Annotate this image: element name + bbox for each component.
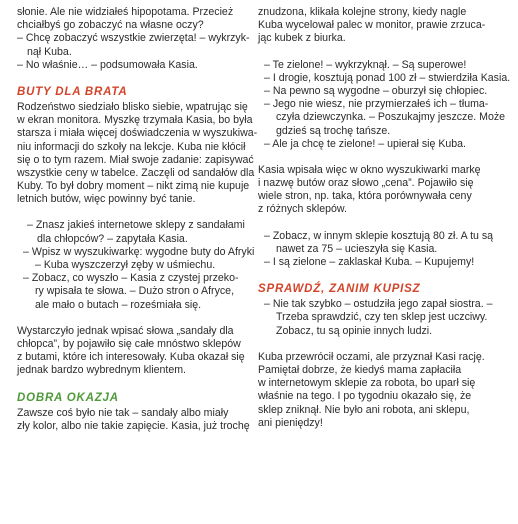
text-line: Rodzeństwo siedziało blisko siebie, wpatrując się xyxy=(17,100,248,113)
left-block-4 xyxy=(17,325,259,378)
text-line: się o to tym razem. Miał swoje zadanie: zapisywać xyxy=(17,153,254,166)
right-block-3 xyxy=(258,164,500,217)
spacer xyxy=(258,217,500,230)
section-heading-sprawdz-zanim-kupisz: SPRAWDŹ, ZANIM KUPISZ xyxy=(258,283,421,296)
text-line: nawet za 75 – ucieszyła się Kasia. xyxy=(276,242,438,255)
text-line: – Nie tak szybko – ostudziła jego zapał siostra. – xyxy=(264,298,493,311)
text-line: ry wpisała te słowa. – Dużo stron o Afryce, xyxy=(35,285,235,298)
text-line: – Kuba wyszczerzył zęby w uśmiechu. xyxy=(35,259,216,271)
text-line: w ekran monitora. Myszkę trzymała Kasia, bo była xyxy=(17,114,253,127)
text-line: – No właśnie… – podsumowała Kasia. xyxy=(17,58,198,71)
text-line: – Ale ja chcę te zielone! – upierał się Kuba. xyxy=(264,137,466,150)
text-line: jąc kubek z biurka. xyxy=(258,32,346,45)
text-line: czyła dziewczynka. – Poszukajmy jeszcze. Może xyxy=(276,111,506,124)
text-line: i nazwę butów oraz słowo „cena”. Pojawiło się xyxy=(258,177,474,190)
text-line: Trzeba sprawdzić, czy ten sklep jest uczciwy. xyxy=(276,311,488,324)
left-block-1 xyxy=(17,6,259,72)
left-column xyxy=(17,0,259,433)
text-line: sklep zniknął. Nie było ani robota, ani sklepu, xyxy=(258,403,470,416)
text-line: Wystarczyło jednak wpisać słowa „sandały dla xyxy=(17,324,234,337)
text-line: właśnie na tego. I po tygodniu okazało się, że xyxy=(258,390,472,403)
left-block-5 xyxy=(17,407,259,433)
text-line: słonie. Ale nie widziałeś hipopotama. Przecież xyxy=(17,6,234,18)
spacer xyxy=(17,378,259,391)
text-line: niu informacji do szkoły na lekcje. Kuba nie kłócił xyxy=(17,140,246,153)
text-line: starsza i miała więcej doświadczenia w wyszukiwa- xyxy=(17,127,258,140)
text-line: – Na pewno są wygodne – oburzył się chłopiec. xyxy=(264,84,488,97)
text-line: – Jego nie wiesz, nie przymierzałeś ich – tłuma- xyxy=(264,98,489,111)
right-block-6 xyxy=(258,351,500,430)
text-line: – Zobacz, w innym sklepie kosztują 80 zł. A tu są xyxy=(264,229,494,242)
right-block-4 xyxy=(258,230,500,270)
spacer xyxy=(258,269,500,282)
text-line: – Wpisz w wyszukiwarkę: wygodne buty do Afryki xyxy=(23,245,255,258)
text-line: – Znasz jakieś internetowe sklepy z sandałami xyxy=(27,219,245,232)
spacer xyxy=(17,312,259,325)
text-line: wiele stron, np. taka, która porównywała ceny xyxy=(258,190,472,203)
text-line: – I są zielone – zaklaskał Kuba. – Kupujemy! xyxy=(264,256,475,268)
right-block-5 xyxy=(258,298,500,338)
text-line: Kuby. To był dobry moment – nikt zimą nie kupuje xyxy=(17,180,250,193)
text-line: jednak bardzo wybrednym klientem. xyxy=(17,364,186,377)
text-line: ani pieniędzy! xyxy=(258,416,323,429)
text-line: Kuba wycelował palec w monitor, prawie zrzuca- xyxy=(258,19,486,32)
text-line: Pamiętał dobrze, że kiedyś mama zapłaciła xyxy=(258,363,462,376)
text-line: Zawsze coś było nie tak – sandały albo miały xyxy=(17,406,229,419)
text-line: dla chłopców? – zapytała Kasia. xyxy=(37,232,188,245)
text-line: – Zobacz, co wyszło – Kasia z czystej przeko- xyxy=(23,272,239,285)
text-line: Kuba przewrócił oczami, ale przyznał Kasi rację. xyxy=(258,350,485,363)
spacer xyxy=(258,46,500,59)
text-line: nął Kuba. xyxy=(27,45,72,58)
right-column xyxy=(258,0,511,430)
right-block-2 xyxy=(258,58,511,151)
text-line: w internetowym sklepie za robota, bo uparł się xyxy=(258,377,476,390)
left-block-3 xyxy=(17,219,259,311)
spacer xyxy=(17,206,259,219)
text-line: Zobacz, tu są opinie innych ludzi. xyxy=(276,324,433,337)
text-line: zły kolor, albo nie takie zapięcie. Kasia, już trochę xyxy=(17,419,250,432)
text-line: – Chcę zobaczyć wszystkie zwierzęta! – wykrzyk- xyxy=(17,32,250,45)
text-line: ale mało o butach – roześmiała się. xyxy=(35,298,202,311)
spacer xyxy=(258,151,500,164)
text-line: – I drogie, kosztują ponad 100 zł – stwierdziła Kasia. xyxy=(264,71,511,84)
text-line: chciałbyś go zobaczyć na własne oczy? xyxy=(17,19,204,32)
text-line: gdzieś są trochę tańsze. xyxy=(276,124,391,137)
text-line: wszystkie ceny w tabelce. Zaczęli od sandałów dla xyxy=(17,166,255,179)
text-line: z butami, które ich interesowały. Kuba okazał się xyxy=(17,351,245,364)
text-line: chłopca”, by pojawiło się całe mnóstwo sklepów xyxy=(17,337,241,350)
section-heading-dobra-okazja: DOBRA OKAZJA xyxy=(17,391,119,404)
section-heading-buty-dla-brata: BUTY DLA BRATA xyxy=(17,85,128,98)
left-block-2 xyxy=(17,101,259,207)
text-line: z różnych sklepów. xyxy=(258,203,347,216)
right-block-1 xyxy=(258,6,500,46)
text-line: – Te zielone! – wykrzyknął. – Są superowe! xyxy=(264,58,467,71)
text-line: Kasia wpisała więc w okno wyszukiwarki markę xyxy=(258,163,481,176)
spacer xyxy=(17,72,259,85)
spacer xyxy=(258,338,500,351)
text-line: znudzona, klikała kolejne strony, kiedy nagle xyxy=(258,6,467,18)
text-line: letnich butów, więc powinny być tanie. xyxy=(17,193,196,206)
